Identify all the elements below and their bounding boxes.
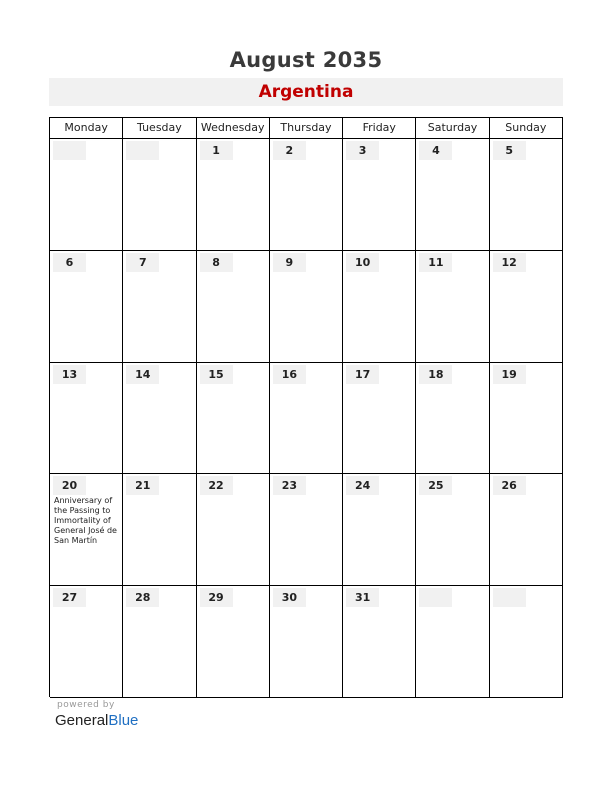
day-cell — [416, 363, 489, 475]
day-cell — [123, 586, 196, 698]
day-number: 31 — [346, 588, 379, 607]
day-number: 8 — [200, 253, 233, 272]
day-number: 5 — [493, 141, 526, 160]
brand-blue: Blue — [108, 712, 139, 729]
day-number: 20 — [53, 476, 86, 495]
calendar-week — [50, 474, 563, 586]
day-number: 29 — [200, 588, 233, 607]
day-cell — [416, 586, 489, 698]
day-number: 30 — [273, 588, 306, 607]
day-number: 26 — [493, 476, 526, 495]
day-cell — [490, 474, 563, 586]
day-number: 14 — [126, 365, 159, 384]
day-cell — [270, 474, 343, 586]
day-cell — [197, 139, 270, 251]
day-number: 19 — [493, 365, 526, 384]
day-cell — [343, 363, 416, 475]
country-name: Argentina — [258, 82, 354, 102]
weekday-header: Tuesday — [123, 118, 196, 139]
day-number: 4 — [419, 141, 452, 160]
day-number: 17 — [346, 365, 379, 384]
day-number: 24 — [346, 476, 379, 495]
day-number — [53, 141, 86, 160]
day-number: 21 — [126, 476, 159, 495]
calendar-weeks — [50, 139, 563, 698]
day-cell — [270, 586, 343, 698]
day-number: 1 — [200, 141, 233, 160]
day-cell — [197, 474, 270, 586]
day-cell — [490, 139, 563, 251]
day-cell — [490, 251, 563, 363]
day-cell — [343, 139, 416, 251]
day-cell — [50, 474, 123, 586]
day-number: 2 — [273, 141, 306, 160]
day-number: 3 — [346, 141, 379, 160]
calendar-week — [50, 363, 563, 475]
day-number: 23 — [273, 476, 306, 495]
day-number — [493, 588, 526, 607]
day-number: 12 — [493, 253, 526, 272]
weekday-header: Monday — [50, 118, 123, 139]
day-number: 10 — [346, 253, 379, 272]
powered-by-text: powered by — [57, 700, 115, 710]
weekday-header: Wednesday — [197, 118, 270, 139]
day-number — [126, 141, 159, 160]
page-title: August 2035 — [229, 48, 383, 72]
day-number: 22 — [200, 476, 233, 495]
day-cell — [197, 586, 270, 698]
calendar-week — [50, 586, 563, 698]
country-banner — [49, 78, 563, 106]
day-number: 9 — [273, 253, 306, 272]
day-cell — [50, 139, 123, 251]
day-cell — [197, 363, 270, 475]
calendar-week — [50, 139, 563, 251]
calendar-week — [50, 251, 563, 363]
day-cell — [50, 251, 123, 363]
day-number: 16 — [273, 365, 306, 384]
day-number: 13 — [53, 365, 86, 384]
day-cell — [197, 251, 270, 363]
day-cell — [123, 251, 196, 363]
weekday-header: Thursday — [270, 118, 343, 139]
day-cell — [270, 363, 343, 475]
day-cell — [270, 251, 343, 363]
day-cell — [50, 363, 123, 475]
day-number: 6 — [53, 253, 86, 272]
day-cell — [123, 474, 196, 586]
day-cell — [490, 586, 563, 698]
weekday-header: Sunday — [490, 118, 563, 139]
day-cell — [416, 251, 489, 363]
day-cell — [270, 139, 343, 251]
day-cell — [343, 474, 416, 586]
day-number: 18 — [419, 365, 452, 384]
day-cell — [123, 139, 196, 251]
day-number — [419, 588, 452, 607]
day-number: 25 — [419, 476, 452, 495]
calendar-grid — [49, 117, 563, 697]
day-cell — [123, 363, 196, 475]
day-cell — [490, 363, 563, 475]
day-cell — [416, 139, 489, 251]
brand-general: General — [55, 712, 109, 729]
weekday-header-row — [50, 118, 563, 139]
day-number: 15 — [200, 365, 233, 384]
day-cell — [416, 474, 489, 586]
day-number: 7 — [126, 253, 159, 272]
day-number: 27 — [53, 588, 86, 607]
day-cell — [50, 586, 123, 698]
day-cell — [343, 586, 416, 698]
brand-logo — [55, 712, 138, 729]
weekday-header: Friday — [343, 118, 416, 139]
day-number: 11 — [419, 253, 452, 272]
day-cell — [343, 251, 416, 363]
day-number: 28 — [126, 588, 159, 607]
weekday-header: Saturday — [416, 118, 489, 139]
holiday-label: Anniversary of the Passing to Immortality of General José de San Martín — [54, 496, 117, 546]
